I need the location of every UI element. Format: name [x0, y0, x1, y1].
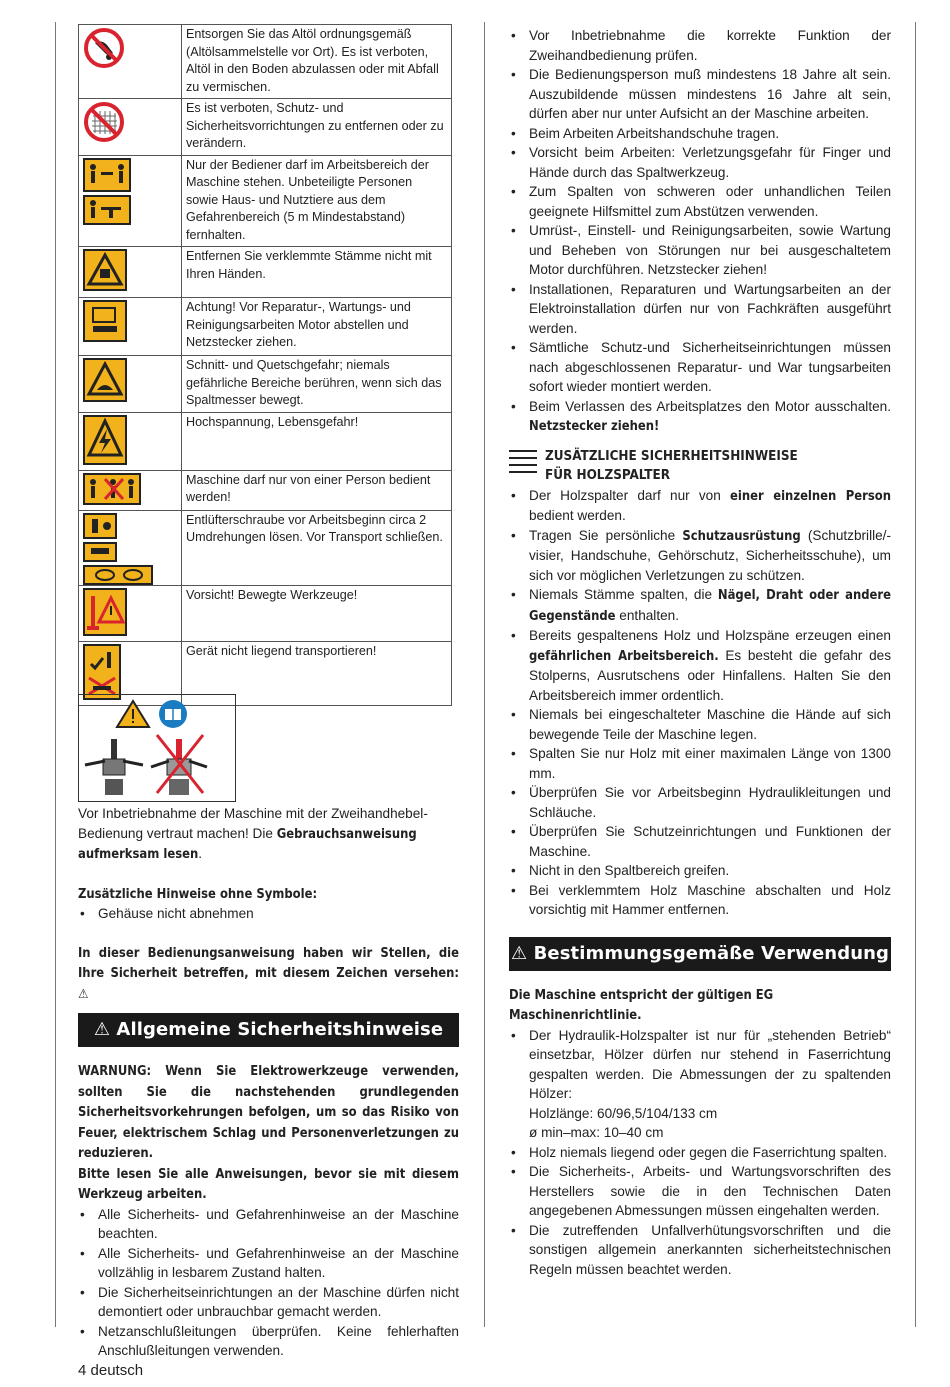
table-row: [79, 585, 452, 641]
high-voltage-icon: [83, 415, 127, 465]
table-row: [79, 412, 452, 470]
list-item: • Die Sicherheits-, Arbeits- und Wartungsvorschriften des Herstellers sowie die in den Technischen Daten angegebenen Abmessungen müssen eingehalten werden.: [509, 1162, 891, 1221]
intended-use-list: [509, 1026, 891, 1280]
list-item: • Installationen, Reparaturen und Wartungsarbeiten an der Elektroinstallation dürfen nur von Fachkräften ausgeführt werden.: [509, 280, 891, 339]
symbol-text: Es ist verboten, Schutz- und Sicherheitsvorrichtungen zu entfernen oder zu verändern.: [182, 99, 452, 156]
vent-screw-icon: [83, 513, 181, 585]
sub-heading-line-2: FÜR HOLZSPALTER: [545, 468, 670, 483]
list-item: • Umrüst-, Einstell- und Reinigungsarbeiten, sowie Wartung und Beheben von Störungen nur bei ausgeschaltetem Motor durchführen. Netzstecker ziehen!: [509, 221, 891, 280]
safety-list-continued: [509, 26, 891, 437]
list-item: • Zum Spalten von schweren oder unhandlichen Teilen geeignete Hilfsmittel zum Abstützen verwenden.: [509, 182, 891, 221]
list-item: • Vor Inbetriebnahme die korrekte Funktion der Zweihandbedienung prüfen.: [509, 26, 891, 65]
intro-text: Vor Inbetriebnahme der Maschine mit der Zweihandhebel-Bedienung vertraut machen! Die: [78, 806, 428, 841]
intro-end: .: [198, 846, 203, 861]
splitter-prohibited-icon: [151, 735, 207, 795]
crush-hazard-icon: [83, 358, 127, 402]
symbol-text: Vorsicht! Bewegte Werkzeuge!: [182, 585, 452, 641]
symbol-text: Entsorgen Sie das Altöl ordnungsgemäß (Altölsammelstelle vor Ort). Es ist verboten, Altöl in den Boden abzulassen oder mit Abfall zu vermischen.: [182, 25, 452, 99]
symbol-cell: [79, 155, 182, 247]
safety-symbol-table: [78, 24, 452, 706]
table-row: [79, 247, 452, 298]
symbol-cell: [79, 25, 182, 99]
sub-heading-line-1: ZUSÄTZLICHE SICHERHEITSHINWEISE: [545, 448, 798, 464]
read-note: Bitte lesen Sie alle Anweisungen, bevor sie mit diesem Werkzeug arbeiten.: [78, 1166, 459, 1202]
list-item: • Überprüfen Sie vor Arbeitsbeginn Hydraulikleitungen und Schläuche.: [509, 783, 891, 822]
operator-only-icon: [83, 158, 181, 225]
list-item: • Der Holzspalter darf nur von einer einzelnen Person bedient werden.: [509, 486, 891, 526]
symbol-cell: [79, 99, 182, 156]
ec-note: Die Maschine entspricht der gültigen EG Maschinenrichtlinie.: [509, 987, 774, 1023]
list-item: • Bereits gespaltenens Holz und Holzspäne erzeugen einen gefährlichen Arbeitsbereich. Es besteht die gefahr des Stolperns, Ausrutschens oder Hinfallens. Halten Sie den Arbeitsbereich immer ordentlich.: [509, 626, 891, 705]
left-column: [78, 804, 459, 1361]
list-item: • Alle Sicherheits- und Gefahrenhinweise an der Maschine beachten.: [78, 1205, 459, 1244]
marked-note: In dieser Bedienungsanweisung haben wir Stellen, die Ihre Sicherheit betreffen, mit diesem Zeichen versehen: ⚠: [78, 945, 459, 1002]
symbol-cell: [79, 298, 182, 356]
list-item: • Überprüfen Sie Schutzeinrichtungen und Funktionen der Maschine.: [509, 822, 891, 861]
list-item: • Vorsicht beim Arbeiten: Verletzungsgefahr für Finger und Hände durch das Spaltwerkzeug.: [509, 143, 891, 182]
list-item: • Gehäuse nicht abnehmen: [78, 904, 459, 924]
list-item: • Alle Sicherheits- und Gefahrenhinweise an der Maschine vollzählig in lesbarem Zustand halten.: [78, 1244, 459, 1283]
list-item: • Netzanschlußleitungen überprüfen. Keine fehlerhaften Anschlußleitungen verwenden.: [78, 1322, 459, 1361]
table-row: [79, 155, 452, 247]
symbol-cell: [79, 356, 182, 413]
list-item: • Die Bedienungsperson muß mindestens 18 Jahre alt sein. Auszubildende müssen mindestens 16 Jahre alt sein, dürfen aber nur unter Aufsicht an der Maschine arbeiten.: [509, 65, 891, 124]
list-item: • Die Sicherheitseinrichtungen an der Maschine dürfen nicht demontiert oder unbrauchbar gemacht werden.: [78, 1283, 459, 1322]
symbol-text: Gerät nicht liegend transportieren!: [182, 641, 452, 705]
item-text: Beim Verlassen des Arbeitsplatzes den Motor ausschalten.: [529, 398, 891, 414]
symbol-cell: [79, 585, 182, 641]
symbol-text: Maschine darf nur von einer Person bedient werden!: [182, 470, 452, 510]
list-item: • Niemals bei eingeschalteter Maschine die Hände auf sich bewegende Teile der Maschine legen.: [509, 705, 891, 744]
warning-illustration-box: [78, 694, 236, 802]
intro-bold: Gebrauchsanweisung aufmerksam lesen: [78, 826, 417, 862]
list-item: [509, 397, 891, 437]
table-row: [79, 25, 452, 99]
right-column: [509, 26, 891, 1279]
list-item: • Niemals Stämme spalten, die Nägel, Draht oder andere Gegenstände enthalten.: [509, 585, 891, 626]
item-bold: Netzstecker ziehen!: [529, 419, 660, 434]
intro-paragraph: [78, 804, 459, 865]
symbol-cell: [79, 510, 182, 585]
list-item: • Die zutreffenden Unfallverhütungsvorschriften und die sonstigen allgemein anerkannten sicherheitstechnischen Regeln müssen beachtet werden.: [509, 1221, 891, 1280]
heading-lines-icon: [509, 450, 537, 478]
symbol-text: Nur der Bediener darf im Arbeitsbereich der Maschine stehen. Unbeteiligte Personen sowie Haus- und Nutztiere aus dem Gefahrenbereich (5 m Mindestabstand) fernhalten.: [182, 155, 452, 247]
list-item: • Nicht in den Spaltbereich greifen.: [509, 861, 891, 881]
symbol-cell: [79, 470, 182, 510]
general-safety-list: [78, 1205, 459, 1361]
list-item: • Holz niemals liegend oder gegen die Faserrichtung spalten.: [509, 1143, 891, 1163]
symbol-text: Achtung! Vor Reparatur-, Wartungs- und Reinigungsarbeiten Motor abstellen und Netzstecker ziehen.: [182, 298, 452, 356]
list-item: • Der Hydraulik-Holzspalter ist nur für „stehenden Betrieb“ einsetzbar, Hölzer dürfen nur stehend in Faserrichtung gespalten werden. Die Abmessungen der zu spaltenden Hölzer: Holzlänge: 60/96,5/104/133 cm ø min–max: 10–40 cm: [509, 1026, 891, 1143]
table-row: [79, 298, 452, 356]
warning-triangle-icon: [117, 701, 149, 727]
page-footer: 4 deutsch: [78, 1362, 144, 1379]
no-lying-transport-icon: [83, 644, 121, 700]
no-guard-removal-icon: [83, 101, 125, 143]
wood-splitter-list: [509, 486, 891, 920]
extra-heading: Zusätzliche Hinweise ohne Symbole:: [78, 886, 318, 902]
wood-diameter: ø min–max: 10–40 cm: [529, 1125, 664, 1140]
list-item: • Tragen Sie persönliche Schutzausrüstung (Schutzbrille/-visier, Handschuhe, Gehörschutz, Sicherheitsschuhe), um sich vor möglichen Verletzungen zu schützen.: [509, 526, 891, 586]
single-operator-icon: [83, 473, 141, 505]
symbol-cell: [79, 412, 182, 470]
symbol-text: Hochspannung, Lebensgefahr!: [182, 412, 452, 470]
table-row: [79, 356, 452, 413]
extra-list: [78, 904, 459, 924]
list-item: • Sämtliche Schutz-und Sicherheitseinrichtungen müssen nach abgeschlossenen Reparatur- und War tungsarbeiten sofort wieder montiert werden.: [509, 338, 891, 397]
splitter-correct-icon: [85, 739, 143, 795]
table-row: [79, 510, 452, 585]
warning-text: WARNUNG: Wenn Sie Elektrowerkzeuge verwenden, sollten Sie die nachstehenden grundlegenden Sicherheitsvorkehrungen befolgen, um so das Risiko von Feuer, elektrischem Schlag und Personenverletzungen zu reduzieren.: [78, 1064, 459, 1161]
table-row: [79, 470, 452, 510]
list-item: • Spalten Sie nur Holz mit einer maximalen Länge von 1300 mm.: [509, 744, 891, 783]
list-item: • Beim Arbeiten Arbeitshandschuhe tragen.: [509, 124, 891, 144]
section-title-general-safety: ⚠ Allgemeine Sicherheitshinweise: [78, 1013, 459, 1047]
sub-heading-text: [545, 447, 798, 486]
symbol-text: Schnitt- und Quetschgefahr; niemals gefährliche Bereiche berühren, wenn sich das Spaltmesser bewegt.: [182, 356, 452, 413]
wood-length: Holzlänge: 60/96,5/104/133 cm: [529, 1105, 718, 1121]
jammed-log-icon: [83, 249, 127, 291]
moving-tools-icon: [83, 588, 127, 636]
symbol-text: Entfernen Sie verklemmte Stämme nicht mit Ihren Händen.: [182, 247, 452, 298]
sub-heading-wood-splitter: [509, 447, 891, 486]
column-divider-center: [484, 22, 485, 1327]
unplug-icon: [83, 300, 127, 342]
column-divider-right: [915, 22, 916, 1327]
symbol-text: Entlüfterschraube vor Arbeitsbeginn circa 2 Umdrehungen lösen. Vor Transport schließen.: [182, 510, 452, 585]
read-manual-icon: [159, 700, 187, 728]
table-row: [79, 99, 452, 156]
column-divider-left: [55, 22, 56, 1327]
list-item: • Bei verklemmtem Holz Maschine abschalten und Holz vorsichtig mit Hammer entfernen.: [509, 881, 891, 920]
symbol-cell: [79, 247, 182, 298]
no-oil-disposal-icon: [83, 27, 125, 69]
section-title-intended-use: ⚠ Bestimmungsgemäße Verwendung: [509, 937, 891, 971]
